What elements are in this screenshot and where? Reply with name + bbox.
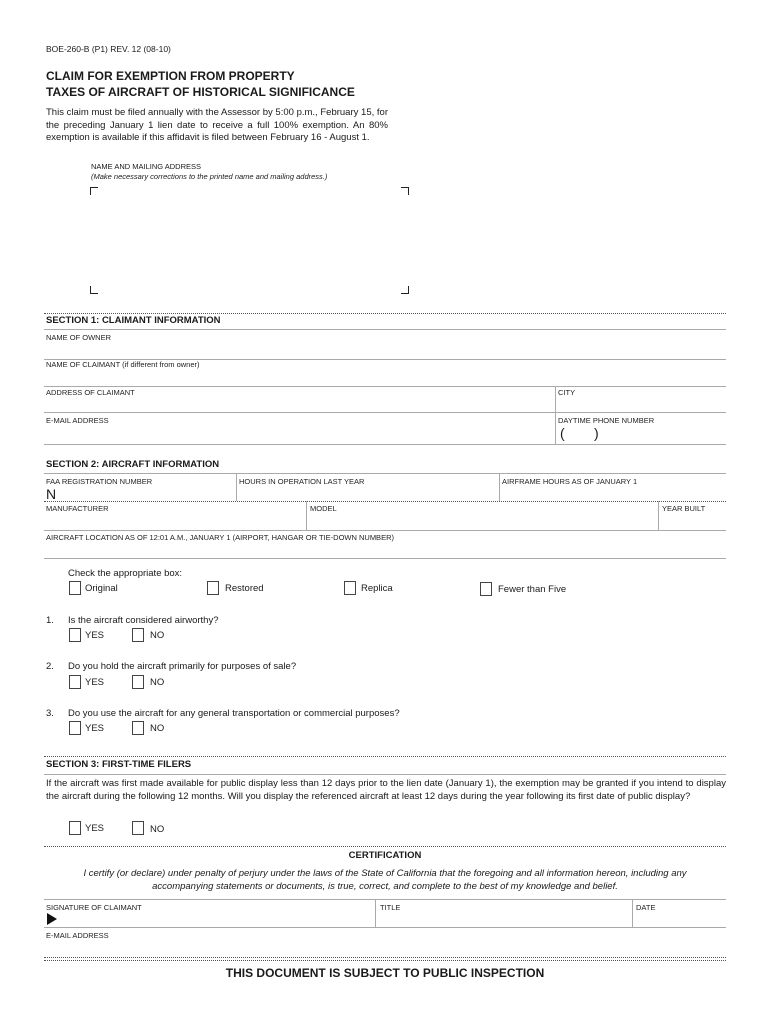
address-corner-mark — [90, 286, 98, 294]
cert-email-field[interactable] — [44, 941, 726, 957]
sale-yes-checkbox[interactable] — [69, 675, 81, 689]
manufacturer-field[interactable] — [44, 514, 305, 530]
name-of-owner-label: NAME OF OWNER — [46, 333, 111, 342]
section-divider — [44, 846, 726, 847]
sale-no-label: NO — [150, 677, 165, 688]
airframe-hours-label: AIRFRAME HOURS AS OF JANUARY 1 — [502, 477, 638, 486]
date-label: DATE — [636, 903, 656, 912]
section-divider — [44, 756, 726, 757]
address-note: (Make necessary corrections to the printed name and mailing address.) — [91, 172, 328, 181]
section1-heading: SECTION 1: CLAIMANT INFORMATION — [46, 315, 221, 326]
model-label: MODEL — [310, 504, 337, 513]
section2-heading: SECTION 2: AIRCRAFT INFORMATION — [46, 459, 220, 470]
section3-heading: SECTION 3: FIRST-TIME FILERS — [46, 759, 192, 770]
option-replica-label: Replica — [361, 583, 393, 594]
question-airworthy-text: Is the aircraft considered airworthy? — [68, 615, 219, 626]
option-restored-label: Restored — [225, 583, 264, 594]
phone-paren-open: ( — [560, 425, 565, 441]
field-rule — [44, 473, 726, 474]
field-rule — [44, 501, 726, 502]
section-divider — [44, 957, 726, 958]
name-of-claimant-label: NAME OF CLAIMANT (if different from owner) — [46, 360, 200, 369]
signature-field[interactable] — [60, 912, 374, 927]
address-corner-mark — [90, 187, 98, 195]
display-yes-label: YES — [85, 823, 105, 834]
faa-registration-label: FAA REGISTRATION NUMBER — [46, 477, 153, 486]
city-field[interactable] — [556, 398, 726, 412]
title-label: TITLE — [380, 903, 401, 912]
certification-heading: CERTIFICATION — [348, 850, 422, 861]
section-divider — [44, 960, 726, 961]
title-field[interactable] — [376, 912, 631, 927]
display-yes-checkbox[interactable] — [69, 821, 81, 835]
field-rule — [44, 386, 726, 387]
daytime-phone-label: DAYTIME PHONE NUMBER — [558, 416, 655, 425]
field-rule — [44, 444, 726, 445]
address-block-label — [91, 162, 327, 182]
date-field[interactable] — [633, 912, 726, 927]
check-prompt: Check the appropriate box: — [68, 568, 183, 579]
form-title-line1: CLAIM FOR EXEMPTION FROM PROPERTY — [46, 69, 295, 83]
airframe-hours-field[interactable] — [500, 487, 726, 501]
model-field[interactable] — [307, 514, 657, 530]
aircraft-location-label: AIRCRAFT LOCATION AS OF 12:01 A.M., JANUARY 1 (AIRPORT, HANGAR OR TIE-DOWN NUMBER) — [46, 533, 394, 542]
daytime-phone-field[interactable] — [556, 426, 726, 444]
hours-in-operation-field[interactable] — [237, 487, 498, 501]
address-corner-mark — [401, 187, 409, 195]
field-rule — [44, 329, 726, 330]
address-of-claimant-label: ADDRESS OF CLAIMANT — [46, 388, 135, 397]
question-sale-text: Do you hold the aircraft primarily for purposes of sale? — [68, 661, 297, 672]
question-transport-text: Do you use the aircraft for any general transportation or commercial purposes? — [68, 708, 400, 719]
field-rule — [44, 558, 726, 559]
hours-in-operation-label: HOURS IN OPERATION LAST YEAR — [239, 477, 365, 486]
section3-paragraph: If the aircraft was first made available for public display less than 12 days prior to the lien date (January 1), the exemption may be granted if you intend to display the aircraft during the following 12 months. Will you display the referenced aircraft at least 12 days during the year following its first date of public display? — [46, 778, 726, 802]
public-inspection-notice: THIS DOCUMENT IS SUBJECT TO PUBLIC INSPECTION — [225, 966, 545, 980]
field-rule — [44, 927, 726, 928]
signature-label: SIGNATURE OF CLAIMANT — [46, 903, 142, 912]
field-rule — [44, 412, 726, 413]
certification-statement — [44, 867, 726, 893]
transport-no-checkbox[interactable] — [132, 721, 144, 735]
field-rule — [44, 530, 726, 531]
airworthy-yes-label: YES — [85, 630, 105, 641]
option-original-label: Original — [85, 583, 118, 594]
city-label: CITY — [558, 388, 576, 397]
form-code: BOE-260-B (P1) REV. 12 (08-10) — [46, 44, 171, 54]
email-address-label: E-MAIL ADDRESS — [46, 416, 109, 425]
sale-yes-label: YES — [85, 677, 105, 688]
cert-email-label: E-MAIL ADDRESS — [46, 931, 109, 940]
airworthy-no-label: NO — [150, 630, 165, 641]
option-fewer-than-five-checkbox[interactable] — [480, 582, 492, 596]
year-built-label: YEAR BUILT — [662, 504, 706, 513]
address-of-claimant-field[interactable] — [44, 398, 554, 412]
airworthy-no-checkbox[interactable] — [132, 628, 144, 642]
question-number: 1. — [46, 615, 54, 626]
sign-here-arrow-icon — [47, 913, 57, 925]
display-no-label: NO — [150, 824, 165, 835]
option-replica-checkbox[interactable] — [344, 581, 356, 595]
certification-line1: I certify (or declare) under penalty of perjury under the laws of the State of California that the foregoing and all information hereon, including any — [83, 868, 687, 879]
sale-no-checkbox[interactable] — [132, 675, 144, 689]
transport-no-label: NO — [150, 723, 165, 734]
option-original-checkbox[interactable] — [69, 581, 81, 595]
display-no-checkbox[interactable] — [132, 821, 144, 835]
name-of-owner-field[interactable] — [44, 343, 726, 359]
name-of-claimant-field[interactable] — [44, 370, 726, 386]
faa-registration-field[interactable] — [60, 487, 235, 501]
transport-yes-checkbox[interactable] — [69, 721, 81, 735]
aircraft-location-field[interactable] — [44, 543, 726, 558]
year-built-field[interactable] — [659, 514, 726, 530]
faa-prefix: N — [46, 486, 57, 502]
option-restored-checkbox[interactable] — [207, 581, 219, 595]
question-number: 3. — [46, 708, 54, 719]
form-title — [46, 68, 406, 100]
address-label: NAME AND MAILING ADDRESS — [91, 162, 202, 171]
field-rule — [44, 774, 726, 775]
intro-paragraph: This claim must be filed annually with the Assessor by 5:00 p.m., February 15, for the preceding January 1 lien date to receive a full 100% exemption. An 80% exemption is available if this affidavit is filed between February 16 - August 1. — [46, 107, 388, 143]
phone-paren-close: ) — [594, 425, 599, 441]
transport-yes-label: YES — [85, 723, 105, 734]
manufacturer-label: MANUFACTURER — [46, 504, 109, 513]
option-fewer-than-five-label: Fewer than Five — [498, 584, 567, 595]
airworthy-yes-checkbox[interactable] — [69, 628, 81, 642]
section-divider — [44, 313, 726, 314]
email-address-field[interactable] — [44, 426, 554, 444]
certification-line2: accompanying statements or documents, is true, correct, and complete to the best of my knowledge and belief. — [152, 881, 618, 892]
field-rule — [44, 899, 726, 900]
form-title-line2: TAXES OF AIRCRAFT OF HISTORICAL SIGNIFICANCE — [46, 85, 355, 99]
address-corner-mark — [401, 286, 409, 294]
question-number: 2. — [46, 661, 54, 672]
